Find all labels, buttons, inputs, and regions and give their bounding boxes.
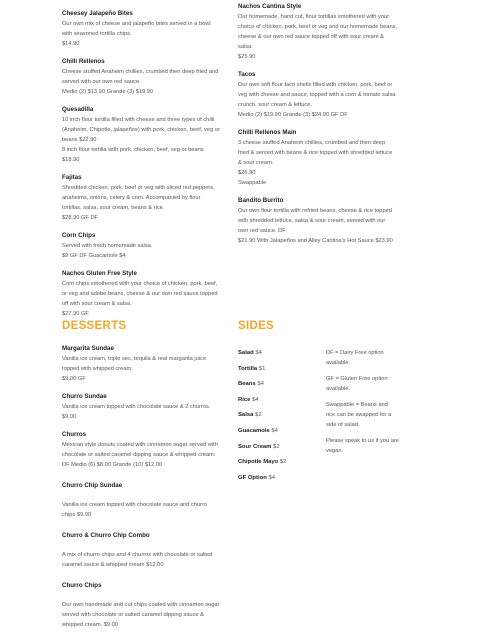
side-name: Guacamole xyxy=(238,427,270,434)
dessert-margarita-sundae xyxy=(62,345,232,384)
side-name: Salsa xyxy=(238,412,254,419)
item-price: $27.90 GF xyxy=(62,311,89,317)
side-name: Beans xyxy=(238,381,256,388)
item-desc-line: Our own mix of cheese and jalapeño bites served in a bowl xyxy=(62,21,211,27)
menu-item-nachos-cantina xyxy=(238,3,406,62)
dessert-churro-chip-sundae xyxy=(62,482,232,520)
side-price: $4 xyxy=(255,350,262,356)
item-price: $14.90 xyxy=(62,41,80,47)
item-desc-line: choice of chicken, pork, beef or veg and our homemade beans, xyxy=(238,24,398,30)
item-name: Nachos Gluten Free Style xyxy=(62,270,137,277)
side-item xyxy=(238,457,318,473)
note-line: available. xyxy=(326,360,351,366)
menu-item-corn-chips xyxy=(62,232,228,261)
item-desc-line: off with sour cream & salsa. xyxy=(62,301,132,307)
item-name: Chilli Rellenos xyxy=(62,58,105,65)
item-name: Chilli Rellenos Main xyxy=(238,129,297,136)
note-line: DF = Dairy Free option xyxy=(326,350,384,356)
item-desc-line: A mix of churro chips and 4 churros with chocolate or salted xyxy=(62,552,213,558)
menu-item-quesadilla xyxy=(62,106,228,165)
item-desc-line: or veg and adobe beans, cheese & our own red sauce topped xyxy=(62,291,218,297)
item-desc-line: 8 inch flour tortilla with pork, chicken, beef, veg or beans xyxy=(62,147,204,153)
item-name: Bandito Burrito xyxy=(238,197,284,204)
item-name: Fajitas xyxy=(62,174,82,181)
side-price: $4 xyxy=(268,474,275,481)
item-desc-line: Served with fresh homemade salsa. xyxy=(62,243,153,249)
item-desc-line: 3 cheese stuffed Anaheim chillies, crumbed and then deep xyxy=(238,140,386,146)
item-price: chips $9.00 xyxy=(62,512,92,518)
note-line: vegan. xyxy=(326,448,344,454)
item-name: Quesadilla xyxy=(62,106,94,113)
dessert-churro-chips xyxy=(62,582,232,630)
item-desc-line: crunch, sour cream & lettuce. xyxy=(238,102,312,108)
item-desc-line: (Anaheim, Chipotle, jalapeños) with pork, chicken, beef, veg or xyxy=(62,127,220,133)
sides-heading: SIDES xyxy=(238,320,275,332)
side-price: $4 xyxy=(271,427,278,434)
item-name: Churro & Churro Chip Combo xyxy=(62,532,150,539)
side-name: Salad xyxy=(238,350,254,356)
item-desc-line: beans $22.90 xyxy=(62,137,97,143)
side-name: Chipotle Mayo xyxy=(238,459,279,466)
item-desc-line: veg with cheese and sauce, topped with a corn & tomato salsa xyxy=(238,92,396,98)
side-price: $2 xyxy=(273,443,280,450)
dietary-notes xyxy=(326,348,410,462)
note-swappable xyxy=(326,400,410,430)
item-price: DF Medio (6) $8.00 Grande (10) $12.00 xyxy=(62,462,163,468)
side-name: Tortilla xyxy=(238,365,258,372)
item-name: Nachos Cantina Style xyxy=(238,3,302,10)
item-desc-line: fried & served with beans & rice topped with shredded lettuce xyxy=(238,150,393,156)
item-price xyxy=(62,0,228,1)
item-desc-line: Cheese stuffed Anaheim chillies, crumbed then deep fried and xyxy=(62,69,219,75)
dessert-churro-sundae xyxy=(62,393,232,422)
item-tag: Swappable xyxy=(238,180,267,186)
side-item xyxy=(238,379,318,395)
menu-item-fajitas xyxy=(62,174,228,223)
side-name: Sour Cream xyxy=(238,443,272,450)
desserts-list xyxy=(62,345,232,639)
item-desc-line: Our own soft flour taco shells filled with chicken, pork, beef or xyxy=(238,82,393,88)
dessert-churros xyxy=(62,431,232,470)
item-name: Corn Chips xyxy=(62,232,96,239)
item-name: Tacos xyxy=(238,71,256,78)
item-desc-line: own red sauce. DF xyxy=(238,228,286,234)
item-desc-line: Our own handmade and cut chips coated with cinnamon sugar xyxy=(62,602,220,608)
menu-item-prev-price xyxy=(62,0,228,1)
item-desc-line: with shredded lettuce, salsa & sour cream, served with our xyxy=(238,218,386,224)
side-price: $4 xyxy=(252,396,259,403)
item-price: Medio (2) $13.90 Grande (3) $19.90 xyxy=(62,89,154,95)
item-price: caramel sauce & whipped cream $12.00 xyxy=(62,562,164,568)
item-desc-line: Corn chips smothered with your choice of chicken, pork, beef, xyxy=(62,281,218,287)
side-item xyxy=(238,473,318,489)
item-desc-line: topped with whipped cream. xyxy=(62,366,133,372)
item-price: $9 GF DF Guacamole $4 xyxy=(62,253,126,259)
item-price: $9.00 GF xyxy=(62,376,86,382)
item-desc-line: Vanilla ice cream topped with chocolate sauce & 2 churros. xyxy=(62,404,211,410)
menu-item-cheesey-jalapeno-bites xyxy=(62,10,228,49)
note-gluten-free xyxy=(326,374,410,394)
item-desc-line: Our homemade, hand cut, flour tortillas smothered with your xyxy=(238,14,390,20)
note-line: available. xyxy=(326,386,351,392)
item-desc-line: served with chocolate or salted caramel dipping sauce & xyxy=(62,612,204,618)
item-name: Churro Chips xyxy=(62,582,102,589)
item-desc-line: Shredded chicken, pork, beef or veg with sliced red peppers, xyxy=(62,185,215,191)
side-item xyxy=(238,395,318,411)
item-price: $21.90 With Jalapeños and Alley Cantina's Hot Sauce $23.90 xyxy=(238,238,393,244)
item-desc-line: Mexican style donuts coated with cinnamon sugar served with xyxy=(62,442,218,448)
side-price: $4 xyxy=(257,381,264,388)
note-vegan xyxy=(326,436,410,456)
side-name: GF Option xyxy=(238,474,267,481)
item-desc-line: tortillas, salsa, sour cream, beans & rice. xyxy=(62,205,165,211)
left-column-mains xyxy=(62,0,228,328)
item-desc-line: served with our own red sauce. xyxy=(62,79,141,85)
item-name: Churro Chip Sundae xyxy=(62,482,123,489)
right-column-mains xyxy=(238,3,406,255)
item-price: $18.90 xyxy=(62,157,80,163)
menu-item-bandito-burrito xyxy=(238,197,406,246)
item-price: $28.90 GF DF xyxy=(62,215,99,221)
note-line: side of salad. xyxy=(326,422,360,428)
item-desc-line: Vanilla ice cream, triple sec, tequila & real margarita juice xyxy=(62,356,207,362)
menu-item-tacos xyxy=(238,71,406,120)
item-name: Churro Sundae xyxy=(62,393,107,400)
item-name: Churros xyxy=(62,431,87,438)
item-price: $26.90 xyxy=(238,170,256,176)
note-line: GF = Gluten Free option xyxy=(326,376,388,382)
item-price: $9.00 xyxy=(62,414,77,420)
item-desc-line: Vanilla ice cream topped with chocolate sauce and churro xyxy=(62,502,208,508)
item-desc-line: 10 inch flour tortilla filled with cheese and three types of chilli xyxy=(62,117,215,123)
sides-list xyxy=(238,348,318,488)
menu-item-nachos-gluten-free xyxy=(62,270,228,319)
note-line: Swappable = Beans and xyxy=(326,402,388,408)
desserts-heading: DESSERTS xyxy=(62,320,127,332)
item-desc-line: salsa. xyxy=(238,44,253,50)
note-line: rice can be swapped for a xyxy=(326,412,392,418)
side-item xyxy=(238,364,318,380)
item-price: whipped cream. $9.00 xyxy=(62,622,118,628)
item-price: $25.90 xyxy=(238,54,256,60)
side-price: $1 xyxy=(258,365,266,372)
menu-item-chilli-rellenos-main xyxy=(238,129,406,188)
side-item xyxy=(238,426,318,442)
item-desc-line: cheese & our own red sauce topped off with sour cream & xyxy=(238,34,384,40)
note-line: Please speak to us if you are xyxy=(326,438,400,444)
side-item xyxy=(238,410,318,426)
item-desc-line: & sour cream. xyxy=(238,160,274,166)
side-price: $2 xyxy=(255,412,262,419)
item-name: Cheesey Jalapeño Bites xyxy=(62,10,133,17)
item-desc-line: with seasoned tortilla chips. xyxy=(62,31,132,37)
side-item xyxy=(238,442,318,458)
note-dairy-free xyxy=(326,348,410,368)
item-desc-line: Our own flour tortilla with refried beans, cheese & rice topped xyxy=(238,208,392,214)
item-price: Medio (2) $19.90 Grande (3) $24.90 GF DF xyxy=(238,112,348,118)
item-desc-line: anaheims, onions, celery & corn. Accompanied by flour xyxy=(62,195,201,201)
item-desc-line: chocolate or salted caramel dipping sauce & whipped cream. xyxy=(62,452,216,458)
side-item xyxy=(238,348,318,364)
side-name: Rice xyxy=(238,396,251,403)
item-name: Margarita Sundae xyxy=(62,345,114,352)
side-price: $2 xyxy=(279,459,287,466)
menu-item-chilli-rellenos xyxy=(62,58,228,97)
dessert-churro-combo xyxy=(62,532,232,570)
